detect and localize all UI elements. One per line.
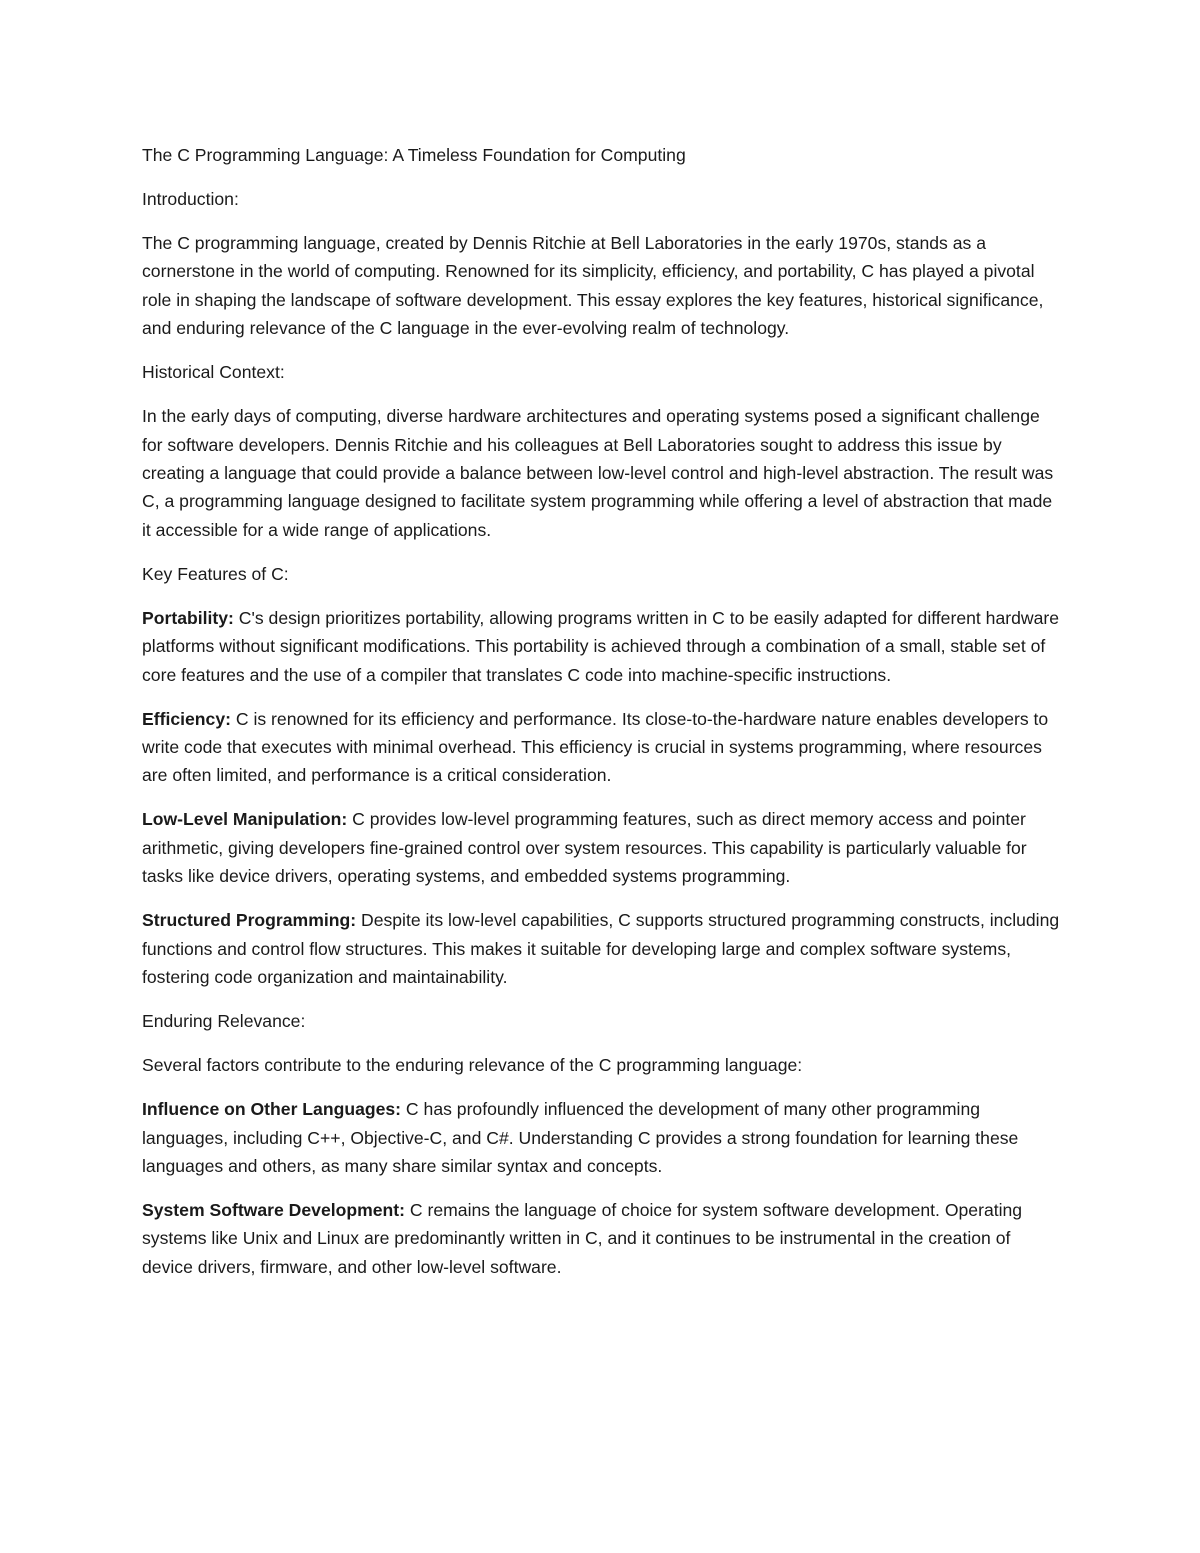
relevance-text: C remains the language of choice for system software development. Operating systems like Unix and Linux are predominantly written in C, and it continues to be instrumental in the creation of device drivers, firmware, and other low-level software. <box>142 1199 1023 1277</box>
feature-term: Portability: <box>142 607 234 628</box>
feature-text: C's design prioritizes portability, allowing programs written in C to be easily adapted for different hardware platforms without significant modifications. This portability is achieved through a combination of a small, stable set of core features and the use of a compiler that translates C code into machine-specific instructions. <box>142 607 1060 685</box>
enduring-relevance-heading: Enduring Relevance: <box>142 1011 306 1032</box>
relevance-term: System Software Development: <box>142 1199 406 1220</box>
document-title: The C Programming Language: A Timeless Foundation for Computing <box>142 145 686 165</box>
document-body <box>142 141 1062 1297</box>
feature-paragraph-efficiency <box>142 705 1062 790</box>
feature-paragraph-portability <box>142 604 1062 689</box>
feature-term: Efficiency: <box>142 708 231 729</box>
historical-context-paragraph: In the early days of computing, diverse hardware architectures and operating systems posed a significant challenge for software developers. Dennis Ritchie and his colleagues at Bell Laboratories sought to address this issue by creating a language that could provide a balance between low-level control and high-level abstraction. The result was C, a programming language designed to facilitate system programming while offering a level of abstraction that made it accessible for a wide range of applications. <box>142 406 1054 540</box>
feature-term: Low-Level Manipulation: <box>142 809 348 830</box>
feature-paragraph-structured-programming <box>142 906 1062 991</box>
relevance-term: Influence on Other Languages: <box>142 1099 402 1120</box>
relevance-text: C has profoundly influenced the development of many other programming languages, including C++, Objective-C, and C#. Understanding C provides a strong foundation for learning these languages and others, as many share similar syntax and concepts. <box>142 1099 1019 1176</box>
feature-text: C is renowned for its efficiency and performance. Its close-to-the-hardware nature enables developers to write code that executes with minimal overhead. This efficiency is crucial in systems programming, where resources are often limited, and performance is a critical consideration. <box>142 708 1049 786</box>
relevance-paragraph-influence <box>142 1095 1062 1180</box>
historical-context-heading: Historical Context: <box>142 362 285 383</box>
introduction-paragraph: The C programming language, created by Dennis Ritchie at Bell Laboratories in the early 1970s, stands as a cornerstone in the world of computing. Renowned for its simplicity, efficiency, and portability, C has played a pivotal role in shaping the landscape of software development. This essay explores the key features, historical significance, and enduring relevance of the C language in the ever-evolving realm of technology. <box>142 233 1044 339</box>
key-features-heading: Key Features of C: <box>142 563 289 584</box>
feature-text: Despite its low-level capabilities, C supports structured programming constructs, including functions and control flow structures. This makes it suitable for developing large and complex software systems, fostering code organization and maintainability. <box>142 910 1060 988</box>
feature-text: C provides low-level programming features, such as direct memory access and pointer arithmetic, giving developers fine-grained control over system resources. This capability is particularly valuable for tasks like device drivers, operating systems, and embedded systems programming. <box>142 809 1027 887</box>
introduction-heading: Introduction: <box>142 189 239 209</box>
enduring-relevance-intro: Several factors contribute to the enduring relevance of the C programming language: <box>142 1055 803 1076</box>
feature-term: Structured Programming: <box>142 910 357 931</box>
feature-paragraph-low-level-manipulation <box>142 805 1062 890</box>
relevance-paragraph-system-software <box>142 1196 1062 1281</box>
